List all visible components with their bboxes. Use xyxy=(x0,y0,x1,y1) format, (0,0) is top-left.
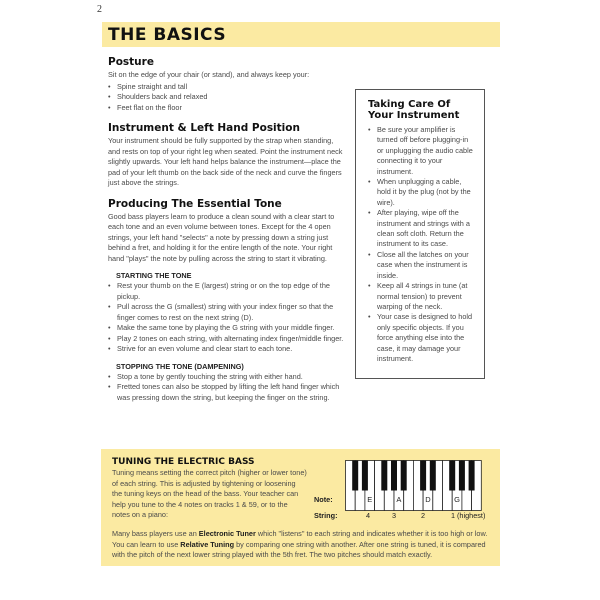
piano-black-key xyxy=(459,461,465,491)
tuning-heading: TUNING THE ELECTRIC BASS xyxy=(112,457,255,467)
list-item: • Make the same tone by playing the G string with your middle finger. xyxy=(108,323,344,334)
tone-heading: Producing The Essential Tone xyxy=(108,197,282,210)
string-number-2: 2 xyxy=(421,511,426,520)
care-heading-line1: Taking Care Of xyxy=(368,99,451,110)
tuning-text: Tuning means setting the correct pitch (higher or lower tone) of each string. This is adjusted by tightening or loosening the tuning keys on the head of the bass. Your teacher can help you tune to the 4 notes on tracks 1 & 59, or to the notes on a piano: xyxy=(112,468,307,519)
stopping-tone-heading: STOPPING THE TONE (DAMPENING) xyxy=(116,361,244,371)
piano-black-key xyxy=(430,461,436,491)
starting-tone-list xyxy=(108,281,344,355)
list-item: • Your case is designed to hold only specific objects. If you force anything else into the case, it may damage your instrument. xyxy=(368,312,476,364)
piano-note-label: E xyxy=(367,495,373,504)
string-label: String: xyxy=(314,511,338,520)
relative-tuning-term: Relative Tuning xyxy=(180,539,235,549)
string-number-3: 3 xyxy=(392,511,397,520)
page-title: THE BASICS xyxy=(108,25,227,45)
care-box xyxy=(355,89,485,379)
main-column xyxy=(108,56,344,403)
care-heading xyxy=(368,99,476,121)
list-item: • Rest your thumb on the E (largest) string or on the top edge of the pickup. xyxy=(108,281,344,302)
list-item: • After playing, wipe off the instrument and strings with a clean soft cloth. Return the instrument to its case. xyxy=(368,208,476,250)
posture-list xyxy=(108,82,344,114)
position-heading: Instrument & Left Hand Position xyxy=(108,122,300,134)
piano-note-label: D xyxy=(425,495,431,504)
string-number-1: 1 xyxy=(451,511,456,520)
tuning-methods-text: Many bass players use an Electronic Tuner which "listens" to each string and indicates whether it is too high or low. You can learn to use Relative Tuning by comparing one string with another. After one string is tuned, it is compared with the pitch of the next lower string played with the 5th fret. The two pitches should match exactly. xyxy=(112,529,488,559)
list-item: • Feet flat on the floor xyxy=(108,103,344,114)
list-item: • Pull across the G (smallest) string with your index finger so that the finger comes to rest on the next string (D). xyxy=(108,302,344,323)
highest-label: (highest) xyxy=(457,511,486,520)
list-item: • Keep all 4 strings in tune (at normal tension) to prevent warping of the neck. xyxy=(368,281,476,312)
list-item: • Play 2 tones on each string, with alternating index finger/middle finger. xyxy=(108,334,344,345)
care-list xyxy=(368,125,476,364)
list-item: • Be sure your amplifier is turned off before plugging-in or unplugging the audio cable connecting it to your instrument. xyxy=(368,125,476,177)
piano-black-key xyxy=(381,461,387,491)
piano-black-key xyxy=(362,461,368,491)
list-item: • When unplugging a cable, hold it by the plug (not by the wire). xyxy=(368,177,476,208)
note-label: Note: xyxy=(314,495,333,504)
stopping-tone-list xyxy=(108,372,344,404)
electronic-tuner-term: Electronic Tuner xyxy=(198,529,256,538)
care-heading-line2: Your Instrument xyxy=(368,110,460,121)
posture-heading: Posture xyxy=(108,56,154,68)
posture-intro: Sit on the edge of your chair (or stand), and always keep your: xyxy=(108,70,310,79)
page-number: 2 xyxy=(97,4,102,15)
list-item: • Shoulders back and relaxed xyxy=(108,92,344,103)
piano-note-label: G xyxy=(454,495,460,504)
piano-black-key xyxy=(469,461,475,491)
string-number-4: 4 xyxy=(366,511,371,520)
piano-black-key xyxy=(449,461,455,491)
piano-black-key xyxy=(401,461,407,491)
tone-text: Good bass players learn to produce a clean sound with a clear start to each tone and an even volume between tones. Except for the 4 open strings, your left hand "selects" a note by pressing down a string just behind a fret, and holding it for the entire length of the note. Your right hand "plays" the note by pulling across the string to start it vibrating. xyxy=(108,211,335,263)
list-item: • Spine straight and tall xyxy=(108,82,344,93)
starting-tone-heading: STARTING THE TONE xyxy=(116,271,192,280)
piano-note-label: A xyxy=(396,495,402,504)
piano-black-key xyxy=(391,461,397,491)
piano-black-key xyxy=(420,461,426,491)
title-band xyxy=(102,22,500,47)
list-item: • Stop a tone by gently touching the string with either hand. xyxy=(108,372,344,383)
piano-black-key xyxy=(352,461,358,491)
piano-keyboard xyxy=(345,460,485,512)
list-item: • Fretted tones can also be stopped by lifting the left hand finger which was pressing down the string, but keeping the finger on the string. xyxy=(108,382,344,403)
list-item: • Close all the latches on your case when the instrument is inside. xyxy=(368,250,476,281)
position-text: Your instrument should be fully supported by the strap when standing, and rests on top of your right leg when seated. Point the instrument neck slightly upwards. Your left hand helps balance the instrument—place the pad of your left thumb on the back side of the neck and curve the fingers just above the strings. xyxy=(108,136,343,187)
list-item: • Strive for an even volume and clear start to each tone. xyxy=(108,344,344,355)
